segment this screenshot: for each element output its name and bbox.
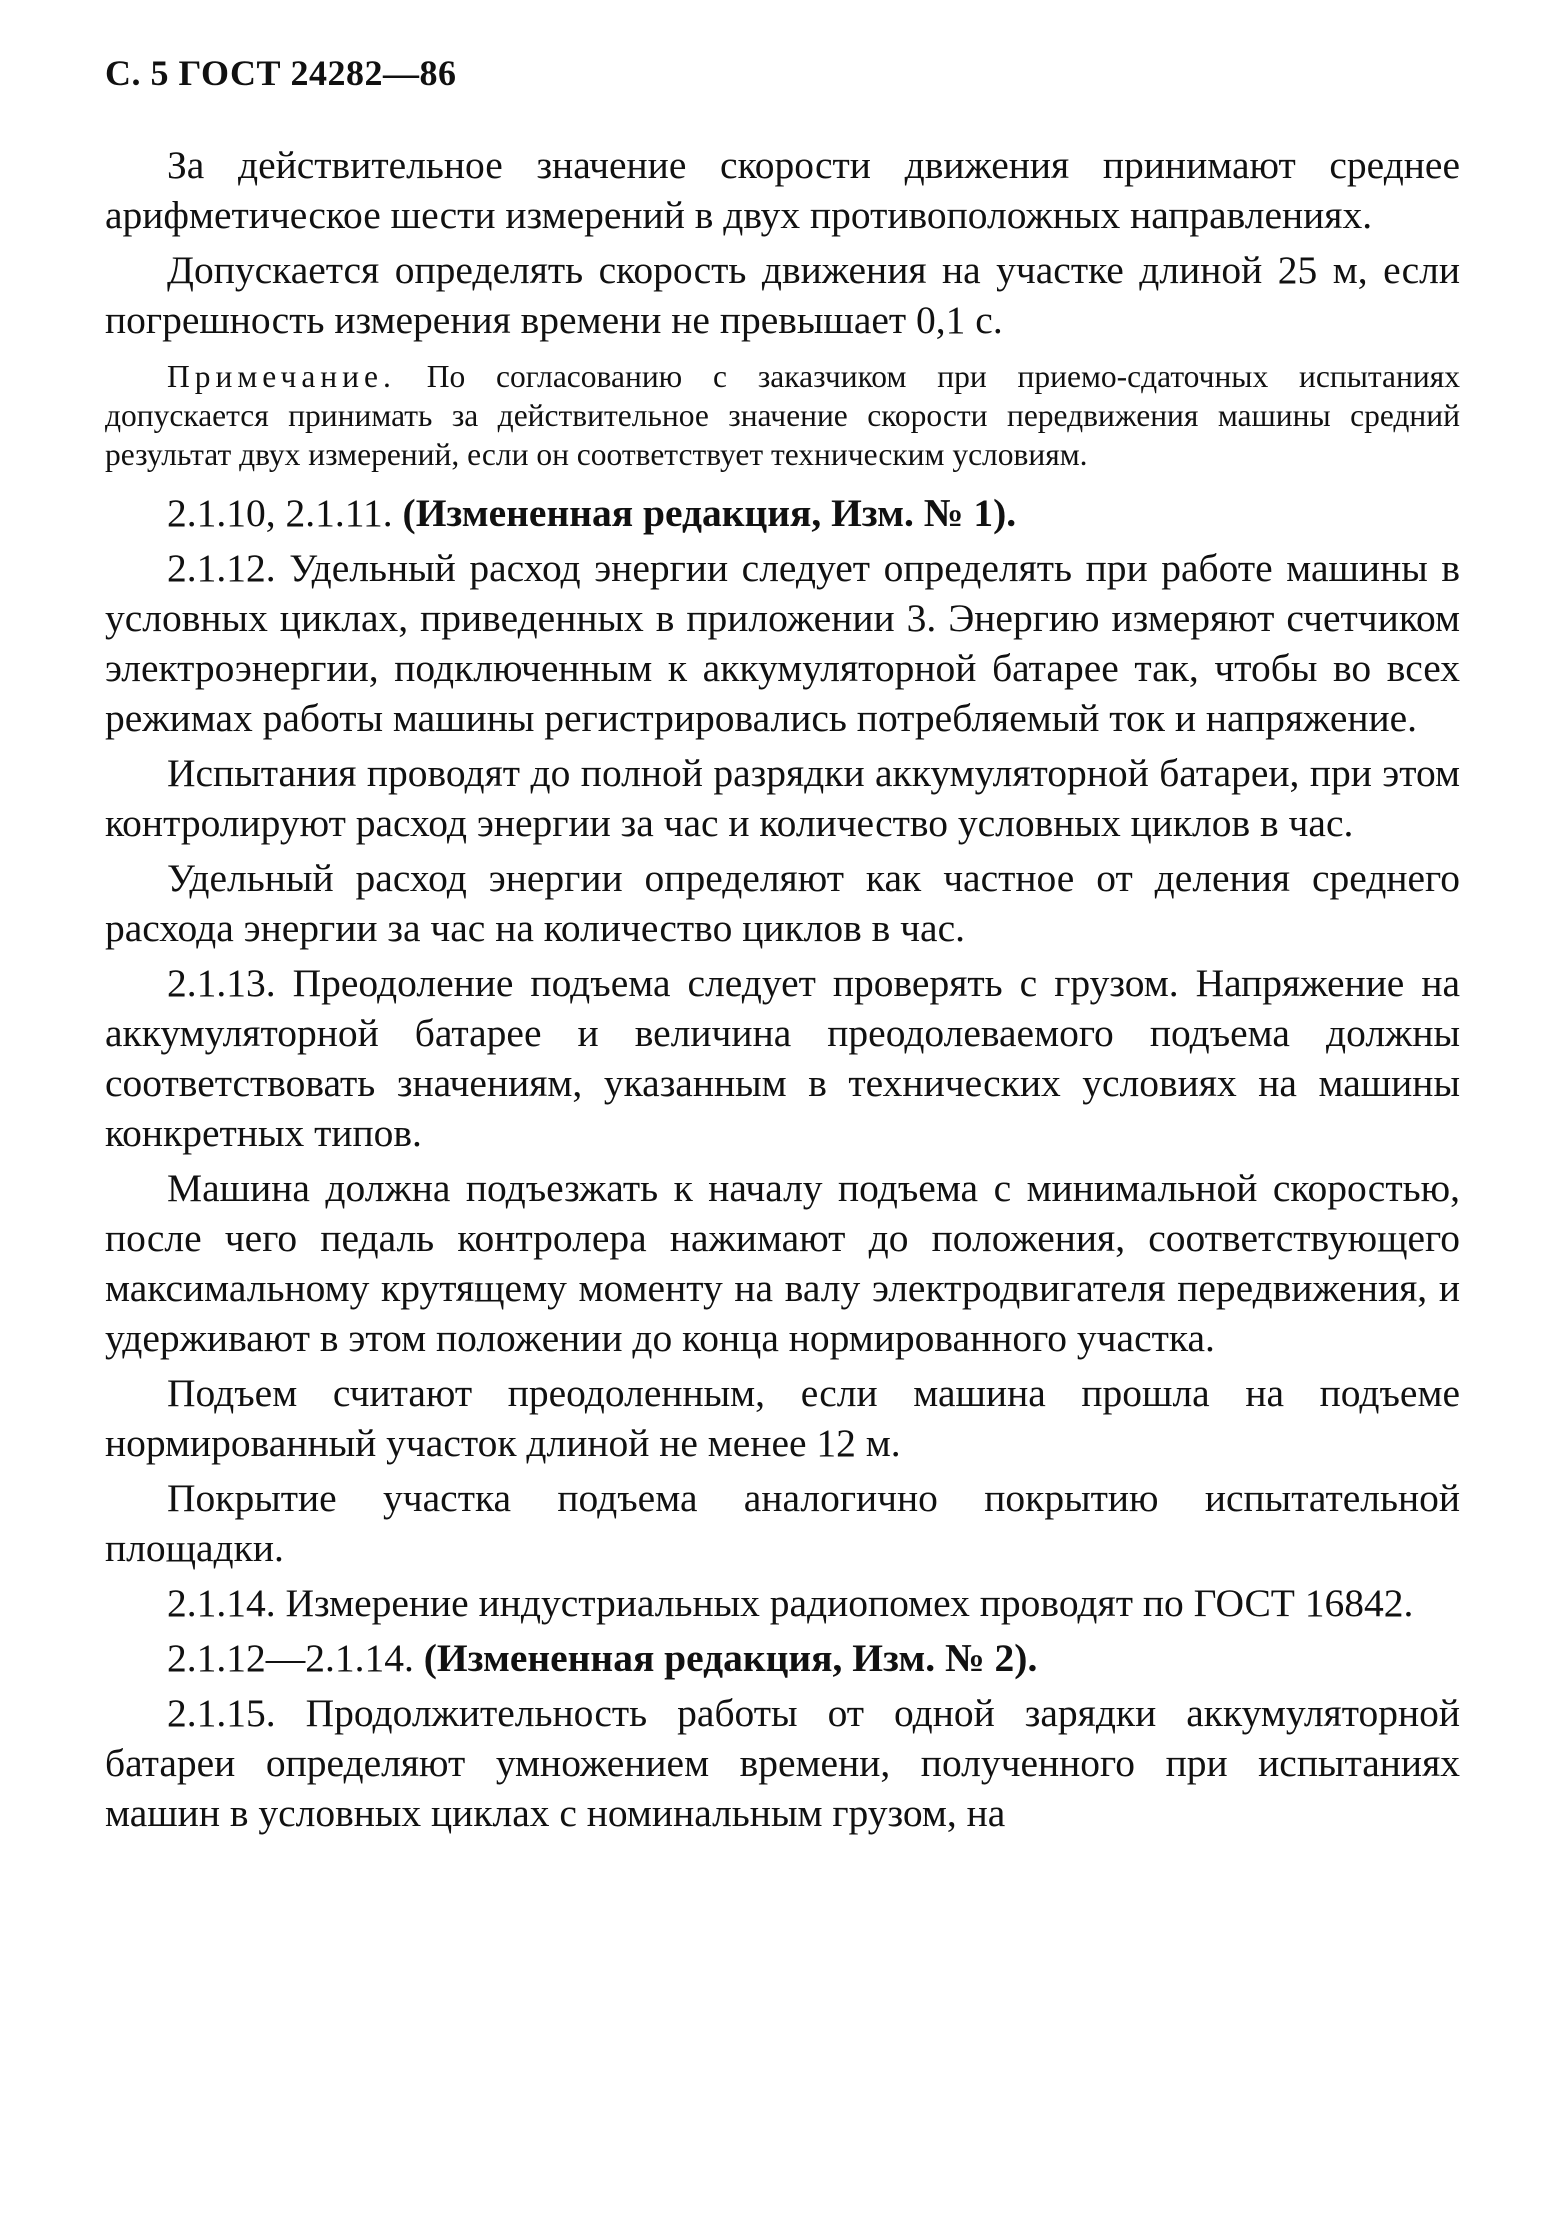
paragraph-specific-consumption: Удельный расход энергии определяют как частное от деления среднего расхода энергии за час на количество циклов в час.: [105, 856, 1460, 950]
paragraph-speed-25m: Допускается определять скорость движения на участке длиной 25 м, если погрешность измерения времени не превышает 0,1 с.: [105, 248, 1460, 342]
paragraph-2-1-15: 2.1.15. Продолжительность работы от одной зарядки аккумуляторной батареи определяют умножением времени, полученного при испытаниях машин в условных циклах с номинальным грузом, на: [105, 1691, 1460, 1835]
body-text: [105, 140, 1460, 1843]
paragraph-2-1-14: 2.1.14. Измерение индустриальных радиопомех проводят по ГОСТ 16842.: [167, 1581, 1414, 1625]
paragraph-slope-overcome: Подъем считают преодоленным, если машина прошла на подъеме нормированный участок длиной не менее 12 м.: [105, 1371, 1460, 1465]
amendment-ref: 2.1.10, 2.1.11.: [167, 491, 403, 535]
amendment-ref: 2.1.12—2.1.14.: [167, 1636, 424, 1680]
paragraph-slope-surface: Покрытие участка подъема аналогично покрытию испытательной площадки.: [105, 1476, 1460, 1570]
page-header: С. 5 ГОСТ 24282—86: [105, 53, 457, 93]
amendment-bold: (Измененная редакция, Изм. № 2).: [423, 1636, 1038, 1680]
amendment-bold: (Измененная редакция, Изм. № 1).: [402, 491, 1017, 535]
paragraph-2-1-10-amendment: [105, 488, 1460, 538]
note-paragraph: [105, 357, 1460, 474]
paragraph-2-1-12: 2.1.12. Удельный расход энергии следует определять при работе машины в условных циклах, приведенных в приложении 3. Энергию измеряют счетчиком электроэнергии, подключенным к аккумуляторной батарее так, чтобы во всех режимах работы машины регистрировались потребляемый ток и напряжение.: [105, 546, 1460, 740]
paragraph-discharge-test: Испытания проводят до полной разрядки аккумуляторной батареи, при этом контролируют расход энергии за час и количество условных циклов в час.: [105, 751, 1460, 845]
note-label: Примечание.: [167, 359, 396, 394]
paragraph-2-1-12-amendment: [105, 1633, 1460, 1683]
paragraph-2-1-13: 2.1.13. Преодоление подъема следует проверять с грузом. Напряжение на аккумуляторной батарее и величина преодолеваемого подъема должны соответствовать значениям, указанным в технических условиях на машины конкретных типов.: [105, 961, 1460, 1155]
paragraph-speed-average: За действительное значение скорости движения принимают среднее арифметическое шести измерений в двух противоположных направлениях.: [105, 143, 1460, 237]
note-text: По согласованию с заказчиком при приемо-сдаточных испытаниях допускается принимать за действительное значение скорости передвижения машины средний результат двух измерений, если он соответствует техническим условиям.: [105, 359, 1460, 472]
paragraph-approach-slope: Машина должна подъезжать к началу подъема с минимальной скоростью, после чего педаль контролера нажимают до положения, соответствующего максимальному крутящему моменту на валу электродвигателя передвижения, и удерживают в этом положении до конца нормированного участка.: [105, 1166, 1460, 1360]
